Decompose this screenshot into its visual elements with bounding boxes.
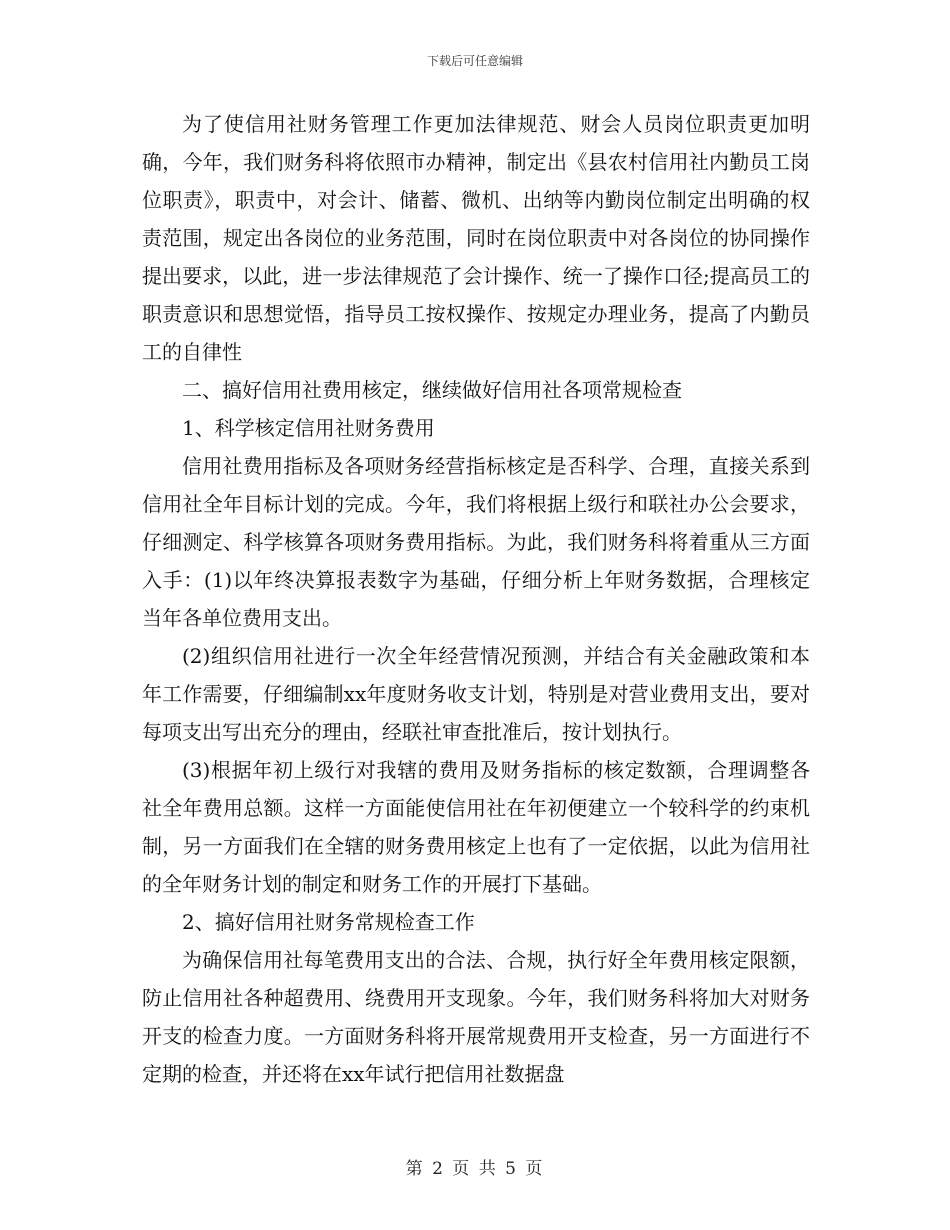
- paragraph-1: 为了使信用社财务管理工作更加法律规范、财会人员岗位职责更加明确，今年，我们财务科将依照市办精神，制定出《县农村信用社内勤员工岗位职责》，职责中，对会计、储蓄、微机、出纳等内勤岗位制定出明确的权责范围，规定出各岗位的业务范围，同时在岗位职责中对各岗位的协同操作提出要求，以此，进一步法律规范了会计操作、统一了操作口径;提高员工的职责意识和思想觉悟，指导员工按权操作、按规定办理业务，提高了内勤员工的自律性: [142, 112, 810, 364]
- page-header: 下载后可任意编辑: [426, 54, 523, 68]
- subheading-2: 2、搞好信用社财务常规检查工作: [182, 910, 475, 934]
- paragraph-5: 为确保信用社每笔费用支出的合法、合规，执行好全年费用核定限额，防止信用社各种超费用、绕费用开支现象。今年，我们财务科将加大对财务开支的检查力度。一方面财务科将开展常规费用开支检查，另一方面进行不定期的检查，并还将在xx年试行把信用社数据盘: [142, 948, 810, 1086]
- page-number: 第 2 页 共 5 页: [405, 1159, 545, 1179]
- section-heading-2: 二、搞好信用社费用核定，继续做好信用社各项常规检查: [182, 378, 682, 402]
- paragraph-3: (2)组织信用社进行一次全年经营情况预测，并结合有关金融政策和本年工作需要，仔细编制xx年度财务收支计划，特别是对营业费用支出，要对每项支出写出充分的理由，经联社审查批准后，按计划执行。: [142, 644, 810, 744]
- document-body: [142, 105, 810, 1093]
- paragraph-4: (3)根据年初上级行对我辖的费用及财务指标的核定数额，合理调整各社全年费用总额。这样一方面能使信用社在年初便建立一个较科学的约束机制，另一方面我们在全辖的财务费用核定上也有了一定依据，以此为信用社的全年财务计划的制定和财务工作的开展打下基础。: [142, 758, 810, 896]
- paragraph-2: 信用社费用指标及各项财务经营指标核定是否科学、合理，直接关系到信用社全年目标计划的完成。今年，我们将根据上级行和联社办公会要求，仔细测定、科学核算各项财务费用指标。为此，我们财务科将着重从三方面入手：(1)以年终决算报表数字为基础，仔细分析上年财务数据，合理核定当年各单位费用支出。: [142, 454, 810, 630]
- subheading-1: 1、科学核定信用社财务费用: [182, 416, 435, 440]
